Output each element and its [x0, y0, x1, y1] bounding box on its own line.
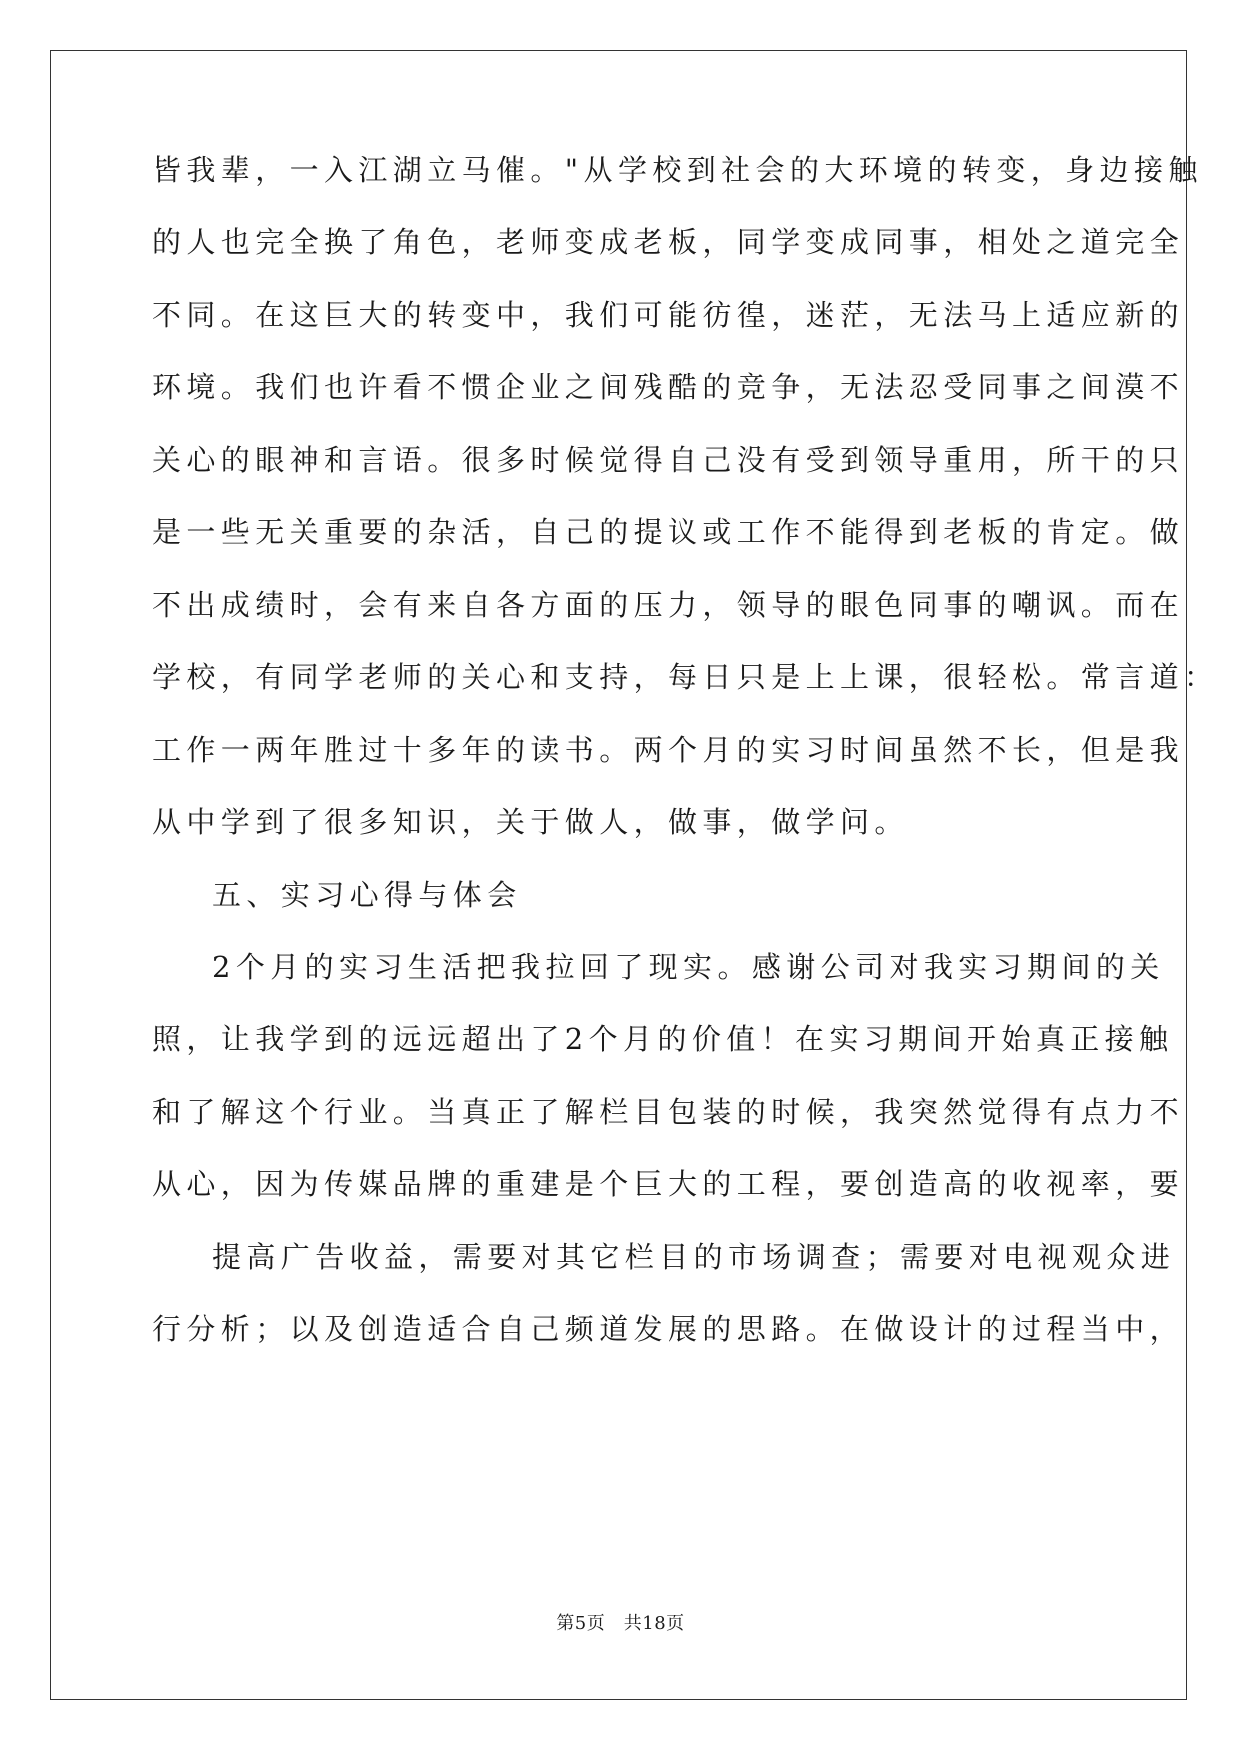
text-line-17: 行分析；以及创造适合自己频道发展的思路。在做设计的过程当中， — [152, 1312, 1185, 1346]
text-line-12: 2个月的实习生活把我拉回了现实。感谢公司对我实习期间的关 — [212, 950, 1165, 984]
section-heading: 五、实习心得与体会 — [212, 878, 522, 912]
text-line-8: 学校，有同学老师的关心和支持，每日只是上上课，很轻松。常言道： — [152, 660, 1219, 694]
text-line-16: 提高广告收益，需要对其它栏目的市场调查；需要对电视观众进 — [212, 1240, 1176, 1274]
text-line-1: 皆我辈，一入江湖立马催。"从学校到社会的大环境的转变，身边接触 — [152, 153, 1203, 187]
page-number: 第5页 共18页 — [556, 1613, 685, 1634]
text-line-7: 不出成绩时，会有来自各方面的压力，领导的眼色同事的嘲讽。而在 — [152, 588, 1185, 622]
text-line-2: 的人也完全换了角色，老师变成老板，同学变成同事，相处之道完全 — [152, 225, 1185, 259]
text-line-14: 和了解这个行业。当真正了解栏目包装的时候，我突然觉得有点力不 — [152, 1095, 1185, 1129]
text-line-10: 从中学到了很多知识，关于做人，做事，做学问。 — [152, 805, 909, 839]
text-line-13: 照，让我学到的远远超出了2个月的价值！在实习期间开始真正接触 — [152, 1022, 1174, 1056]
text-line-9: 工作一两年胜过十多年的读书。两个月的实习时间虽然不长，但是我 — [152, 733, 1185, 767]
text-line-6: 是一些无关重要的杂活，自己的提议或工作不能得到老板的肯定。做 — [152, 515, 1185, 549]
text-line-3: 不同。在这巨大的转变中，我们可能彷徨，迷茫，无法马上适应新的 — [152, 298, 1185, 332]
text-line-4: 环境。我们也许看不惯企业之间残酷的竞争，无法忍受同事之间漠不 — [152, 370, 1185, 404]
text-line-15: 从心，因为传媒品牌的重建是个巨大的工程，要创造高的收视率，要 — [152, 1167, 1185, 1201]
text-line-5: 关心的眼神和言语。很多时候觉得自己没有受到领导重用，所干的只 — [152, 443, 1185, 477]
